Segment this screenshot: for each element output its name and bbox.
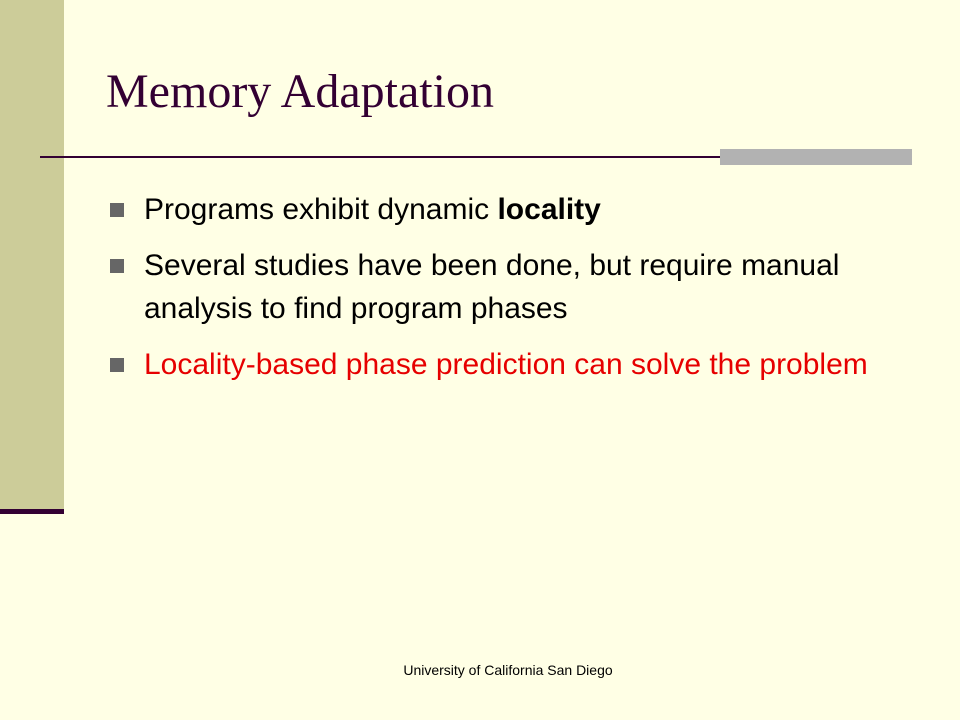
bullet-text — [144, 193, 601, 226]
bullet-item-dynamic-locality — [110, 188, 910, 231]
title-divider-accent — [720, 149, 912, 165]
bullet-list — [110, 188, 910, 399]
bullet-item-studies — [110, 244, 910, 330]
square-bullet-icon — [110, 203, 124, 217]
square-bullet-icon — [110, 358, 124, 372]
slide-footer: University of California San Diego — [403, 662, 613, 678]
left-decorative-bar — [0, 0, 64, 510]
bullet-text: Locality-based phase prediction can solve the problem — [144, 348, 868, 381]
bullet-text: Several studies have been done, but require manual analysis to find program phases — [144, 249, 840, 325]
bullet-text-prefix: Programs exhibit dynamic — [144, 193, 498, 226]
slide-title: Memory Adaptation — [106, 65, 494, 118]
bullet-text-emphasis: locality — [497, 193, 601, 226]
bullet-item-phase-prediction — [110, 343, 910, 386]
left-bar-accent-line — [0, 509, 64, 514]
square-bullet-icon — [110, 259, 124, 273]
